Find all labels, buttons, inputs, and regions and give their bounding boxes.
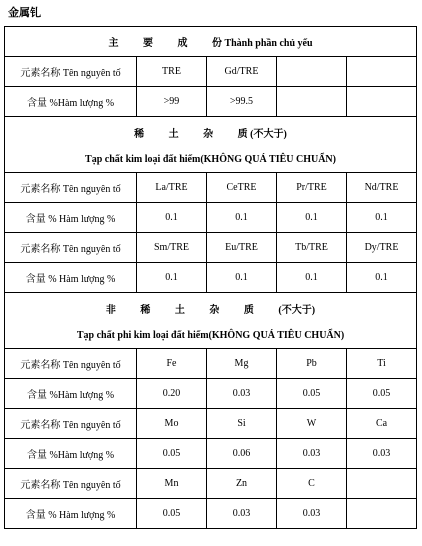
row-label: 含量 % Hàm lượng % <box>5 203 137 233</box>
header-char: 土 <box>174 304 185 316</box>
table-cell: Nd/TRE <box>347 173 417 203</box>
row-label: 含量 % Hàm lượng % <box>5 263 137 293</box>
table-cell: >99 <box>137 87 207 117</box>
table-cell: 0.03 <box>277 499 347 529</box>
table-cell: CeTRE <box>207 173 277 203</box>
table-cell: 0.1 <box>137 263 207 293</box>
table-cell: 0.03 <box>347 439 417 469</box>
table-cell: 0.1 <box>207 203 277 233</box>
table-cell: Fe <box>137 349 207 379</box>
table-cell: 0.1 <box>277 263 347 293</box>
row-label: 元素名称 Tên nguyên tố <box>5 233 137 263</box>
table-cell <box>277 87 347 117</box>
table-cell: 0.1 <box>347 203 417 233</box>
header-char: 稀 <box>140 304 151 316</box>
table-cell: Zn <box>207 469 277 499</box>
row-label: 元素名称 Tên nguyên tố <box>5 173 137 203</box>
table-cell: 0.1 <box>207 263 277 293</box>
table-cell: 0.05 <box>137 439 207 469</box>
composition-table <box>4 26 417 529</box>
table-row <box>5 409 417 439</box>
table-cell: Ti <box>347 349 417 379</box>
content-label: 含量 %Hàm lượng % <box>5 87 137 117</box>
non-rare-earth-header-cn <box>5 301 416 316</box>
non-rare-earth-header-vn: Tạp chất phi kim loại đất hiếm(KHÔNG QUÁ TIÊU CHUẨN) <box>76 329 345 341</box>
table-cell <box>347 499 417 529</box>
table-row <box>5 349 417 379</box>
table-cell <box>347 469 417 499</box>
rare-earth-header <box>5 117 417 173</box>
table-cell: Sm/TRE <box>137 233 207 263</box>
table-cell: 0.05 <box>277 379 347 409</box>
table-cell: Tb/TRE <box>277 233 347 263</box>
table-row <box>5 469 417 499</box>
row-label: 含量 % Hàm lượng % <box>5 499 137 529</box>
rare-earth-header-cn <box>5 125 416 140</box>
header-char: 质 <box>243 304 254 316</box>
table-cell: Eu/TRE <box>207 233 277 263</box>
row-label: 元素名称 Tên nguyên tố <box>5 409 137 439</box>
table-cell: Gd/TRE <box>207 57 277 87</box>
table-cell: TRE <box>137 57 207 87</box>
table-cell <box>347 87 417 117</box>
table-cell: 0.03 <box>207 379 277 409</box>
non-rare-earth-header <box>5 293 417 349</box>
table-cell: 0.05 <box>137 499 207 529</box>
table-cell: Mg <box>207 349 277 379</box>
table-row <box>5 173 417 203</box>
table-row <box>5 57 417 87</box>
table-cell: Mn <box>137 469 207 499</box>
table-cell: 0.1 <box>347 263 417 293</box>
table-cell: Mo <box>137 409 207 439</box>
table-row <box>5 263 417 293</box>
header-char: 杂 <box>203 128 214 140</box>
table-cell: Dy/TRE <box>347 233 417 263</box>
table-cell: Pr/TRE <box>277 173 347 203</box>
table-cell: Ca <box>347 409 417 439</box>
table-cell: 0.20 <box>137 379 207 409</box>
header-suffix: (不大于) <box>278 304 316 316</box>
row-label: 元素名称 Tên nguyên tố <box>5 349 137 379</box>
row-label: 元素名称 Tên nguyên tố <box>5 469 137 499</box>
table-cell: Pb <box>277 349 347 379</box>
header-char: 份 <box>211 38 222 49</box>
header-char: 要 <box>142 38 153 49</box>
table-cell: W <box>277 409 347 439</box>
table-cell: 0.1 <box>137 203 207 233</box>
header-char: 杂 <box>209 304 220 316</box>
non-rare-earth-header-row <box>5 293 417 349</box>
table-cell: 0.1 <box>277 203 347 233</box>
document-title: 金属钆 <box>8 6 41 19</box>
table-row <box>5 439 417 469</box>
header-char: 土 <box>168 128 179 140</box>
table-row <box>5 233 417 263</box>
header-char: 稀 <box>134 128 145 140</box>
main-composition-header-row <box>5 27 417 57</box>
table-cell: C <box>277 469 347 499</box>
table-cell: 0.03 <box>277 439 347 469</box>
table-cell: >99.5 <box>207 87 277 117</box>
header-char: 主 <box>108 38 119 49</box>
header-suffix: (不大于) <box>250 128 287 140</box>
row-label: 含量 %Hàm lượng % <box>5 379 137 409</box>
rare-earth-header-vn: Tạp chất kim loại đất hiếm(KHÔNG QUÁ TIÊU CHUẨN) <box>85 153 336 165</box>
table-row <box>5 379 417 409</box>
table-cell: Si <box>207 409 277 439</box>
table-cell: 0.06 <box>207 439 277 469</box>
table-cell <box>347 57 417 87</box>
main-composition-header <box>5 27 417 57</box>
header-char: 质 <box>237 128 248 140</box>
table-row <box>5 203 417 233</box>
table-cell: La/TRE <box>137 173 207 203</box>
header-char: 成 <box>177 38 188 49</box>
table-cell: 0.03 <box>207 499 277 529</box>
table-row <box>5 499 417 529</box>
row-label: 含量 %Hàm lượng % <box>5 439 137 469</box>
header-char: 非 <box>105 304 116 316</box>
header-vn: Thành phần chủ yếu <box>224 38 313 49</box>
table-cell: 0.05 <box>347 379 417 409</box>
table-cell <box>277 57 347 87</box>
rare-earth-header-row <box>5 117 417 173</box>
table-row <box>5 87 417 117</box>
element-label: 元素名称 Tên nguyên tố <box>5 57 137 87</box>
